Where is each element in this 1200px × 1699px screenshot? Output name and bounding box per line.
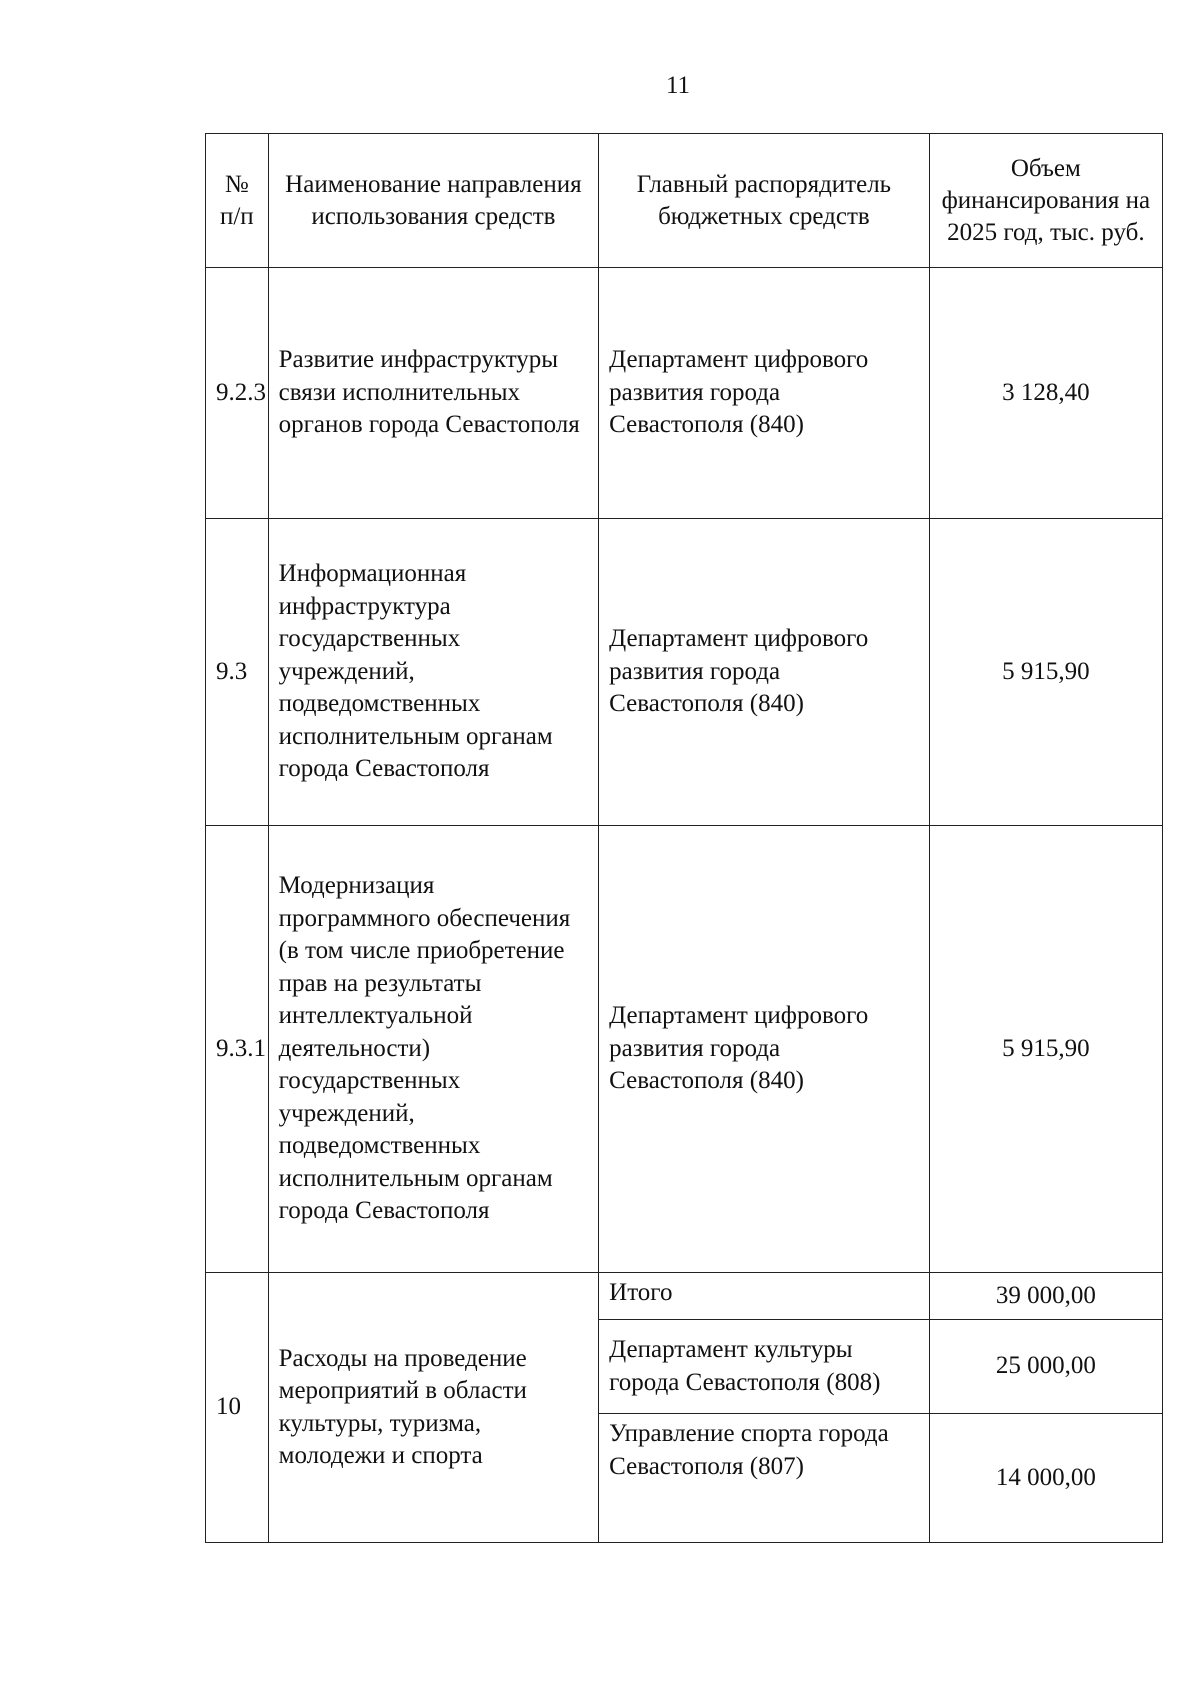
row-admin: Департамент цифрового развития города Севастополя (840)	[599, 826, 930, 1273]
row-num: 10	[206, 1273, 269, 1543]
table-row	[206, 1273, 1163, 1320]
page-number: 11	[665, 72, 691, 99]
row-name: Развитие инфраструктуры связи исполнительных органов города Севастополя	[268, 268, 599, 519]
row-admin: Управление спорта города Севастополя (807)	[599, 1414, 930, 1543]
header-amount: Объем финансирования на 2025 год, тыс. руб.	[929, 134, 1162, 268]
row-num: 9.3.1	[206, 826, 269, 1273]
table-row	[206, 268, 1163, 519]
table-row	[206, 519, 1163, 826]
header-name: Наименование направления использования средств	[268, 134, 599, 268]
row-num: 9.2.3	[206, 268, 269, 519]
row-amount: 3 128,40	[929, 268, 1162, 519]
row-name: Информационная инфраструктура государственных учреждений, подведомственных исполнительным органам города Севастополя	[268, 519, 599, 826]
row-num: 9.3	[206, 519, 269, 826]
row-admin-total: Итого	[599, 1273, 930, 1320]
row-admin: Департамент цифрового развития города Севастополя (840)	[599, 519, 930, 826]
row-amount: 25 000,00	[929, 1320, 1162, 1414]
table-header-row	[206, 134, 1163, 268]
row-name: Расходы на проведение мероприятий в области культуры, туризма, молодежи и спорта	[268, 1273, 599, 1543]
row-admin: Департамент цифрового развития города Севастополя (840)	[599, 268, 930, 519]
budget-table	[205, 133, 1163, 1543]
row-name: Модернизация программного обеспечения (в том числе приобретение прав на результаты интеллектуальной деятельности) государственных учреждений, подведомственных исполнительным органам города Севастополя	[268, 826, 599, 1273]
table-row	[206, 826, 1163, 1273]
row-amount-total: 39 000,00	[929, 1273, 1162, 1320]
header-admin: Главный распорядитель бюджетных средств	[599, 134, 930, 268]
row-admin: Департамент культуры города Севастополя (808)	[599, 1320, 930, 1414]
row-amount: 5 915,90	[929, 519, 1162, 826]
row-amount: 5 915,90	[929, 826, 1162, 1273]
header-num: № п/п	[206, 134, 269, 268]
row-amount: 14 000,00	[929, 1414, 1162, 1543]
